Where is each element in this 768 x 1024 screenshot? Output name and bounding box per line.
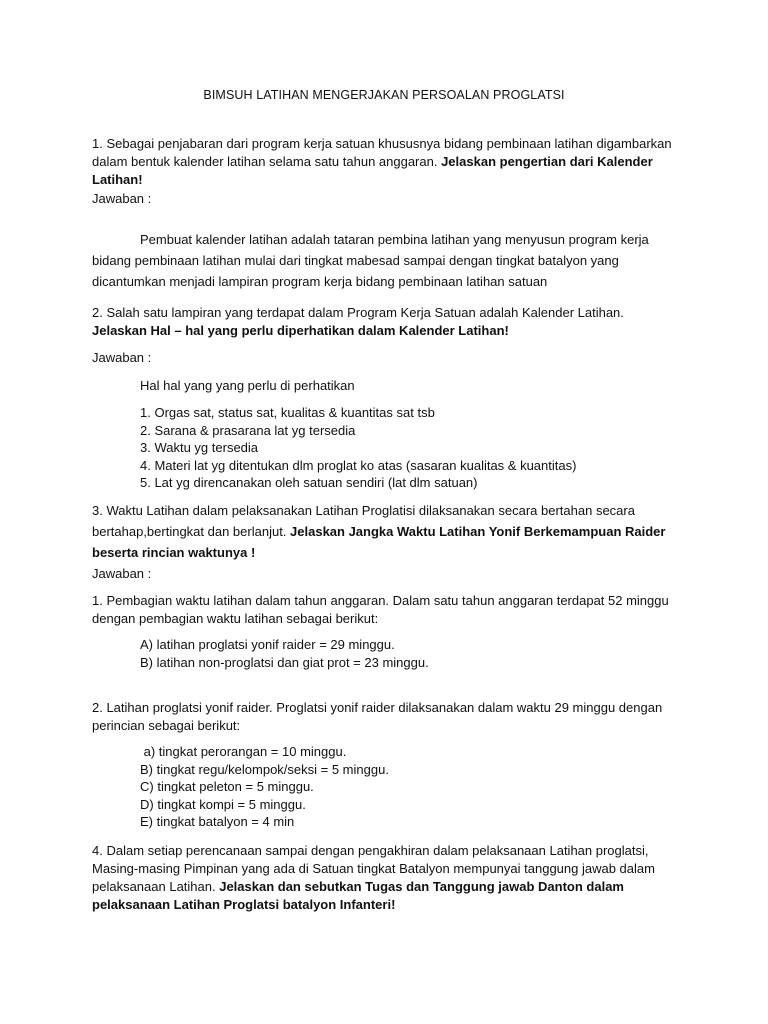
question-3-prompt: Jelaskan Jangka Waktu Latihan Yonif Berkemampuan Raider beserta rincian waktunya ! [92, 524, 666, 560]
list-item: a) tingkat perorangan = 10 minggu. [140, 744, 347, 759]
list-item: E) tingkat batalyon = 4 min [140, 814, 295, 829]
question-4 [92, 842, 682, 914]
question-2-prompt: Jelaskan Hal – hal yang perlu diperhatikan dalam Kalender Latihan! [92, 323, 509, 338]
answer-3-label: Jawaban : [92, 566, 152, 581]
list-item: A) latihan proglatsi yonif raider = 29 minggu. [140, 637, 395, 652]
list-item: B) latihan non-proglatsi dan giat prot = 23 minggu. [140, 654, 429, 670]
question-1-prompt: Jelaskan pengertian dari Kalender Latihan! [92, 154, 653, 187]
answer-2-intro: Hal hal yang yang perlu di perhatikan [140, 378, 355, 393]
question-4-text: 4. Dalam setiap perencanaan sampai dengan pengakhiran dalam pelaksanaan Latihan proglatsi, Masing-masing Pimpinan yang ada di Satuan tingkat Batalyon mempunyai tanggung jawab dalam pelaksanaan Latihan. [92, 843, 655, 894]
answer-1-text [92, 229, 682, 292]
list-item: 2. Sarana & prasarana lat yg tersedia [140, 422, 356, 438]
question-1-text: 1. Sebagai penjabaran dari program kerja satuan khususnya bidang pembinaan latihan digambarkan dalam bentuk kalender latihan selama satu tahun anggaran. [92, 136, 672, 169]
list-item: 5. Lat yg direncanakan oleh satuan sendiri (lat dlm satuan) [140, 475, 478, 490]
answer-3-part-2: 2. Latihan proglatsi yonif raider. Proglatsi yonif raider dilaksanakan dalam waktu 29 minggu dengan perincian sebagai berikut: [92, 700, 663, 733]
list-item: D) tingkat kompi = 5 minggu. [140, 796, 306, 812]
answer-2-label: Jawaban : [92, 350, 152, 365]
answer-3-part-1-list [140, 636, 429, 671]
list-item: B) tingkat regu/kelompok/seksi = 5 minggu. [140, 761, 389, 777]
question-3 [92, 500, 682, 563]
list-item: C) tingkat peleton = 5 minggu. [140, 779, 314, 794]
list-item: 4. Materi lat yg ditentukan dlm proglat ko atas (sasaran kualitas & kuantitas) [140, 457, 577, 473]
answer-1-label: Jawaban : [92, 191, 152, 206]
question-2 [92, 304, 682, 340]
question-4-prompt: Jelaskan dan sebutkan Tugas dan Tanggung jawab Danton dalam pelaksanaan Latihan Proglatsi batalyon Infanteri! [92, 879, 624, 912]
answer-3-part-2-list [140, 743, 389, 831]
answer-3-part-1: 1. Pembagian waktu latihan dalam tahun anggaran. Dalam satu tahun anggaran terdapat 52 minggu dengan pembagian waktu latihan sebagai berikut: [92, 593, 669, 626]
question-3-text: 3. Waktu Latihan dalam pelaksanakan Latihan Proglatisi dilaksanakan secara bertahan secara bertahap,bertingkat dan berlanjut. [92, 503, 635, 539]
list-item: 3. Waktu yg tersedia [140, 440, 259, 455]
question-2-text: 2. Salah satu lampiran yang terdapat dalam Program Kerja Satuan adalah Kalender Latihan. [92, 305, 624, 320]
list-item: 1. Orgas sat, status sat, kualitas & kuantitas sat tsb [140, 405, 435, 420]
question-1 [92, 135, 682, 189]
answer-1-body: Pembuat kalender latihan adalah tataran pembina latihan yang menyusun program kerja bidang pembinaan latihan mulai dari tingkat mabesad sampai dengan tingkat batalyon yang dicantumkan menjadi lampiran program kerja bidang pembinaan latihan satuan [92, 232, 649, 289]
document-title: BIMSUH LATIHAN MENGERJAKAN PERSOALAN PROGLATSI [203, 88, 565, 102]
answer-2-list [140, 404, 576, 492]
